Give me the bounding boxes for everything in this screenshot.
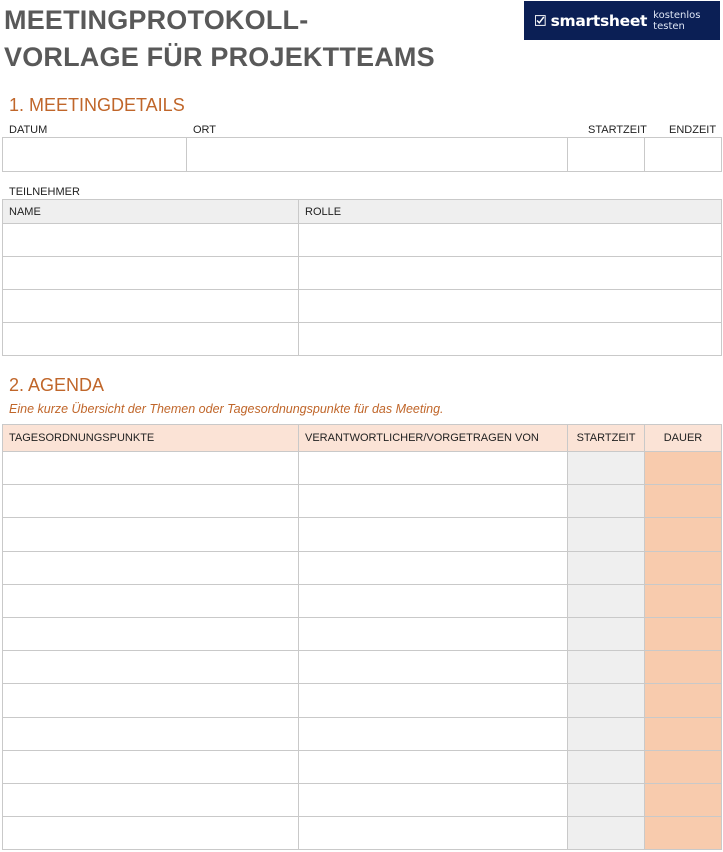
table-row (3, 518, 722, 551)
agenda-presenter-cell[interactable] (299, 452, 568, 485)
agenda-presenter-cell[interactable] (299, 684, 568, 717)
agenda-presenter-cell[interactable] (299, 485, 568, 518)
page-title (4, 2, 435, 76)
agenda-item-cell[interactable] (3, 584, 299, 617)
agenda-item-cell[interactable] (3, 684, 299, 717)
agenda-duration-cell[interactable] (645, 684, 722, 717)
agenda-presenter-cell[interactable] (299, 651, 568, 684)
table-row (3, 551, 722, 584)
label-startzeit: STARTZEIT (588, 124, 647, 136)
agenda-duration-cell[interactable] (645, 717, 722, 750)
table-row (3, 817, 722, 850)
agenda-start-cell[interactable] (568, 551, 645, 584)
agenda-start-cell[interactable] (568, 750, 645, 783)
agenda-start-cell[interactable] (568, 452, 645, 485)
table-row (3, 750, 722, 783)
agenda-start-cell[interactable] (568, 717, 645, 750)
table-row (3, 783, 722, 816)
table-row (3, 584, 722, 617)
table-row (3, 617, 722, 650)
agenda-duration-cell[interactable] (645, 518, 722, 551)
agenda-start-cell[interactable] (568, 584, 645, 617)
agenda-duration-cell[interactable] (645, 485, 722, 518)
agenda-start-cell[interactable] (568, 617, 645, 650)
agenda-presenter-cell[interactable] (299, 750, 568, 783)
table-row (3, 257, 722, 290)
agenda-start-cell[interactable] (568, 817, 645, 850)
table-row (3, 684, 722, 717)
agenda-item-cell[interactable] (3, 518, 299, 551)
agenda-start-cell[interactable] (568, 651, 645, 684)
agenda-presenter-cell[interactable] (299, 551, 568, 584)
agenda-presenter-cell[interactable] (299, 518, 568, 551)
participants-table (2, 199, 722, 356)
table-row (3, 323, 722, 356)
column-header-name: NAME (3, 200, 299, 224)
smartsheet-trial-button[interactable] (524, 1, 720, 40)
participant-role-cell[interactable] (299, 290, 722, 323)
ort-field[interactable] (187, 138, 568, 172)
agenda-description: Eine kurze Übersicht der Themen oder Tagesordnungspunkte für das Meeting. (9, 402, 444, 416)
column-header-tagesordnungspunkte: TAGESORDNUNGSPUNKTE (3, 425, 299, 452)
table-row (3, 651, 722, 684)
agenda-table (2, 424, 722, 850)
agenda-item-cell[interactable] (3, 651, 299, 684)
title-line-1: MEETINGPROTOKOLL- (4, 5, 309, 35)
column-header-startzeit: STARTZEIT (568, 425, 645, 452)
agenda-presenter-cell[interactable] (299, 717, 568, 750)
agenda-item-cell[interactable] (3, 617, 299, 650)
agenda-item-cell[interactable] (3, 817, 299, 850)
column-header-verantwortlicher: VERANTWORTLICHER/VORGETRAGEN VON (299, 425, 568, 452)
participant-role-cell[interactable] (299, 224, 722, 257)
agenda-presenter-cell[interactable] (299, 783, 568, 816)
agenda-start-cell[interactable] (568, 783, 645, 816)
agenda-duration-cell[interactable] (645, 452, 722, 485)
agenda-duration-cell[interactable] (645, 651, 722, 684)
label-teilnehmer: TEILNEHMER (9, 186, 80, 198)
agenda-item-cell[interactable] (3, 551, 299, 584)
section-meetingdetails-heading: 1. MEETINGDETAILS (9, 95, 185, 115)
title-line-2: VORLAGE FÜR PROJEKTTEAMS (4, 42, 435, 72)
table-row (3, 224, 722, 257)
participant-name-cell[interactable] (3, 290, 299, 323)
label-ort: ORT (193, 124, 217, 136)
agenda-duration-cell[interactable] (645, 783, 722, 816)
label-endzeit: ENDZEIT (669, 124, 717, 136)
label-datum: DATUM (9, 124, 48, 136)
participant-name-cell[interactable] (3, 323, 299, 356)
agenda-presenter-cell[interactable] (299, 817, 568, 850)
agenda-duration-cell[interactable] (645, 817, 722, 850)
agenda-header-row (3, 425, 722, 452)
agenda-start-cell[interactable] (568, 518, 645, 551)
agenda-start-cell[interactable] (568, 485, 645, 518)
logo-cta: kostenlos testen (653, 9, 701, 32)
datum-field[interactable] (3, 138, 187, 172)
agenda-presenter-cell[interactable] (299, 584, 568, 617)
agenda-item-cell[interactable] (3, 783, 299, 816)
agenda-duration-cell[interactable] (645, 617, 722, 650)
startzeit-field[interactable] (568, 138, 645, 172)
agenda-start-cell[interactable] (568, 684, 645, 717)
agenda-item-cell[interactable] (3, 717, 299, 750)
participant-name-cell[interactable] (3, 257, 299, 290)
table-row (3, 452, 722, 485)
column-header-dauer: DAUER (645, 425, 722, 452)
participant-role-cell[interactable] (299, 323, 722, 356)
table-row (3, 290, 722, 323)
agenda-presenter-cell[interactable] (299, 617, 568, 650)
agenda-item-cell[interactable] (3, 750, 299, 783)
agenda-duration-cell[interactable] (645, 584, 722, 617)
agenda-duration-cell[interactable] (645, 750, 722, 783)
agenda-duration-cell[interactable] (645, 551, 722, 584)
table-row (3, 485, 722, 518)
meeting-details-table (2, 137, 722, 172)
table-row (3, 717, 722, 750)
participants-header-row (3, 200, 722, 224)
endzeit-field[interactable] (645, 138, 722, 172)
participant-name-cell[interactable] (3, 224, 299, 257)
column-header-rolle: ROLLE (299, 200, 722, 224)
participant-role-cell[interactable] (299, 257, 722, 290)
agenda-item-cell[interactable] (3, 452, 299, 485)
section-agenda-heading: 2. AGENDA (9, 375, 105, 395)
logo-brand: smartsheet (550, 11, 648, 30)
agenda-item-cell[interactable] (3, 485, 299, 518)
smartsheet-check-icon (535, 14, 546, 27)
